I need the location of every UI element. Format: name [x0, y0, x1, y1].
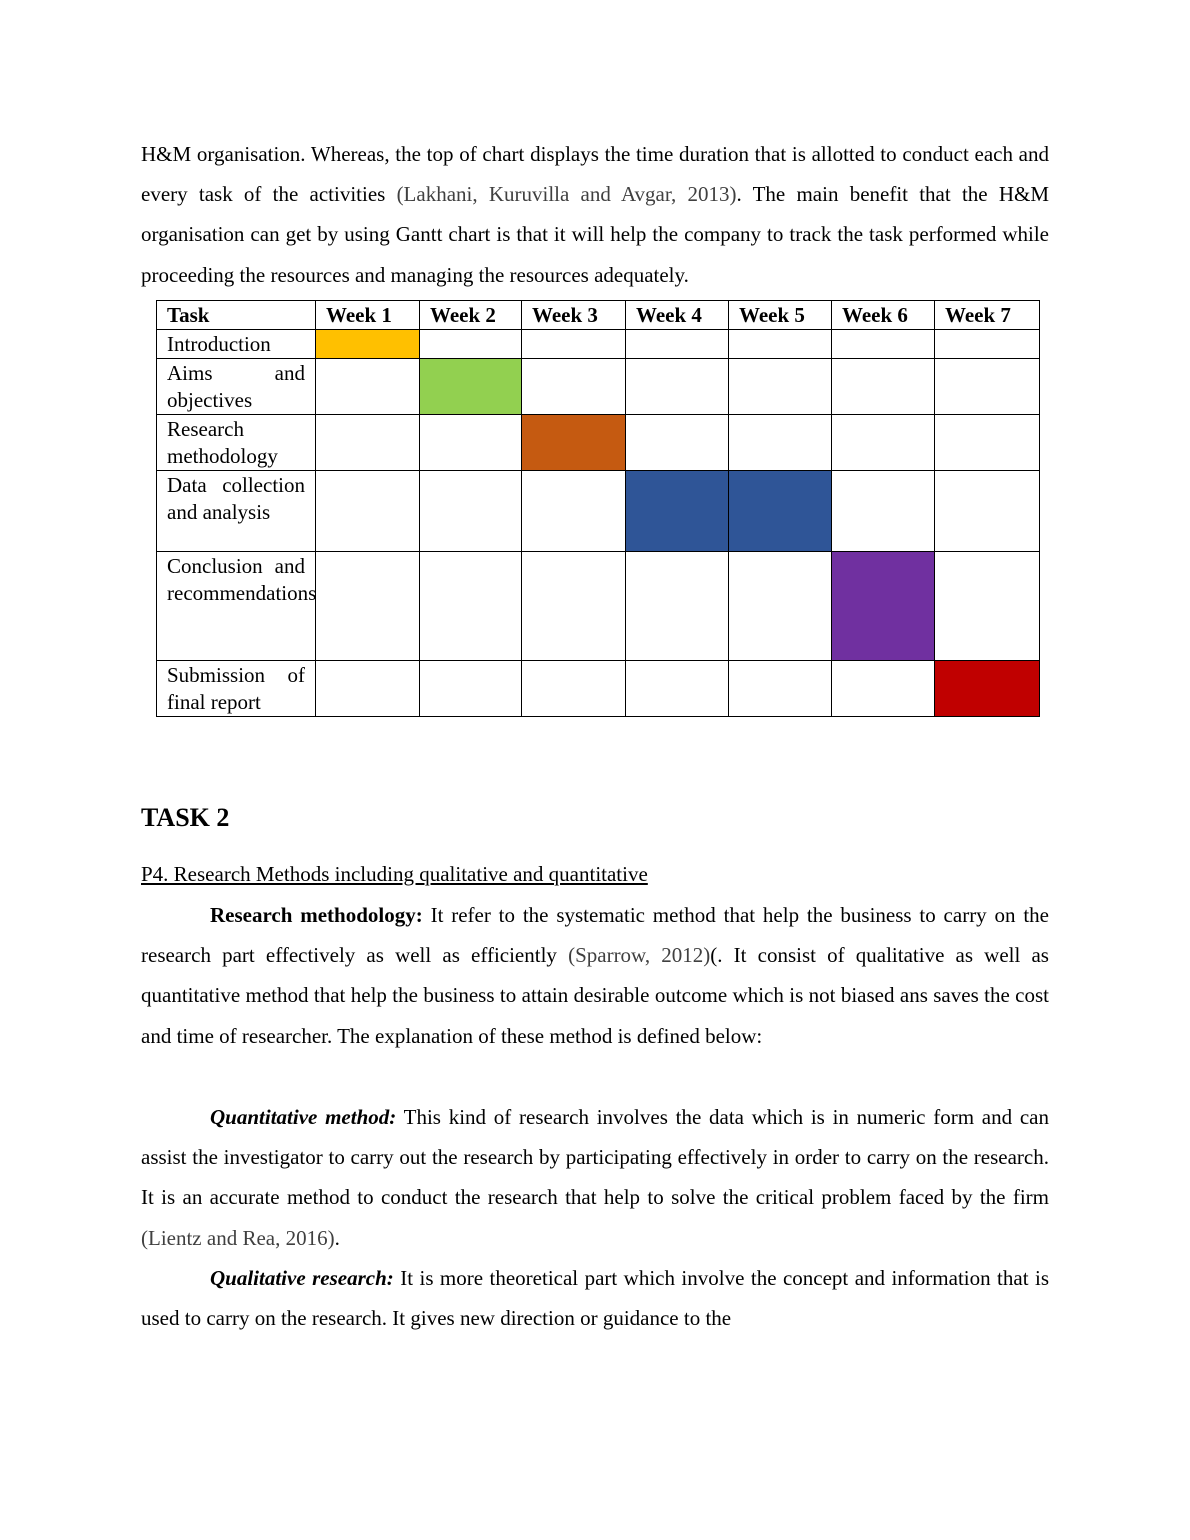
empty-week-cell [626, 359, 729, 415]
empty-week-cell [522, 552, 626, 661]
intro-paragraph [141, 134, 1049, 295]
empty-week-cell [316, 359, 420, 415]
task-heading: TASK 2 [141, 803, 230, 832]
task-name-cell: Data collection and analysis [157, 471, 316, 552]
research-methodology-label: Research methodology: [210, 903, 423, 927]
empty-week-cell [626, 415, 729, 471]
header-week-4: Week 4 [626, 301, 729, 330]
header-week-7: Week 7 [935, 301, 1040, 330]
empty-week-cell [832, 661, 935, 717]
empty-week-cell [316, 471, 420, 552]
gantt-bar-week-2 [420, 359, 522, 415]
task-name-cell: Submission of final report [157, 661, 316, 717]
table-row [157, 330, 1040, 359]
quantitative-label: Quantitative method: [210, 1105, 397, 1129]
empty-week-cell [935, 359, 1040, 415]
gantt-bar-week-4 [626, 471, 729, 552]
empty-week-cell [626, 661, 729, 717]
qualitative-label: Qualitative research: [210, 1266, 394, 1290]
empty-week-cell [316, 415, 420, 471]
intro-text: H&M organisation. Whereas, the top of chart displays the time duration that is allotted to conduct each and every task of the activities [141, 142, 1049, 207]
quantitative-paragraph [141, 1097, 1049, 1258]
table-row [157, 552, 1040, 661]
quantitative-text-end: . [334, 1225, 340, 1250]
header-week-1: Week 1 [316, 301, 420, 330]
table-header-row [157, 301, 1040, 330]
empty-week-cell [420, 415, 522, 471]
empty-week-cell [522, 471, 626, 552]
citation: (Sparrow, 2012) [568, 943, 711, 968]
empty-week-cell [729, 415, 832, 471]
empty-week-cell [316, 661, 420, 717]
empty-week-cell [832, 359, 935, 415]
empty-week-cell [832, 471, 935, 552]
gantt-bar-week-3 [522, 415, 626, 471]
empty-week-cell [420, 330, 522, 359]
gantt-bar-week-5 [729, 471, 832, 552]
empty-week-cell [626, 330, 729, 359]
gantt-chart-table [156, 300, 1040, 717]
empty-week-cell [729, 552, 832, 661]
qualitative-paragraph [141, 1258, 1049, 1338]
header-week-6: Week 6 [832, 301, 935, 330]
header-task: Task [157, 301, 316, 330]
gantt-bar-week-7 [935, 661, 1040, 717]
table-row [157, 359, 1040, 415]
empty-week-cell [522, 661, 626, 717]
empty-week-cell [935, 415, 1040, 471]
empty-week-cell [832, 415, 935, 471]
citation: (Lakhani, Kuruvilla and Avgar, 2013) [396, 182, 737, 207]
empty-week-cell [420, 552, 522, 661]
task-name-cell: Introduction [157, 330, 316, 359]
empty-week-cell [832, 330, 935, 359]
research-methodology-text: It refer to the systematic method that help the business to carry on the research part effectively as well as efficiently [141, 903, 1049, 968]
citation: (Lientz and Rea, 2016) [141, 1225, 335, 1250]
empty-week-cell [935, 330, 1040, 359]
header-week-5: Week 5 [729, 301, 832, 330]
empty-week-cell [522, 359, 626, 415]
task-name-cell: Aims and objectives [157, 359, 316, 415]
quantitative-text: This kind of research involves the data which is in numeric form and can assist the investigator to carry out the research by participating effectively in order to carry on the research. It is an accurate method to conduct the research that help to solve the critical problem faced by the firm [141, 1105, 1049, 1210]
empty-week-cell [729, 359, 832, 415]
empty-week-cell [729, 661, 832, 717]
gantt-bar-week-1 [316, 330, 420, 359]
research-methodology-paragraph [141, 895, 1049, 1056]
research-methodology-text-continued: (. It consist of qualitative as well as quantitative method that help the business to attain desirable outcome which is not biased ans saves the cost and time of researcher. The explanation of these method is defined below: [141, 943, 1049, 1048]
empty-week-cell [420, 661, 522, 717]
intro-text-continued: . The main benefit that the H&M organisation can get by using Gantt chart is that it will help the company to track the task performed while proceeding the resources and managing the resources adequately. [141, 182, 1049, 287]
qualitative-text: It is more theoretical part which involve the concept and information that is used to carry on the research. It gives new direction or guidance to the [141, 1266, 1049, 1331]
empty-week-cell [626, 552, 729, 661]
task-name-cell: Conclusion and recommendations [157, 552, 316, 661]
empty-week-cell [522, 330, 626, 359]
gantt-bar-week-6 [832, 552, 935, 661]
empty-week-cell [935, 552, 1040, 661]
table-row [157, 661, 1040, 717]
empty-week-cell [316, 552, 420, 661]
section-heading: P4. Research Methods including qualitative and quantitative [141, 862, 648, 886]
table-row [157, 415, 1040, 471]
task-name-cell: Research methodology [157, 415, 316, 471]
header-week-2: Week 2 [420, 301, 522, 330]
header-week-3: Week 3 [522, 301, 626, 330]
table-row [157, 471, 1040, 552]
empty-week-cell [935, 471, 1040, 552]
empty-week-cell [729, 330, 832, 359]
empty-week-cell [420, 471, 522, 552]
